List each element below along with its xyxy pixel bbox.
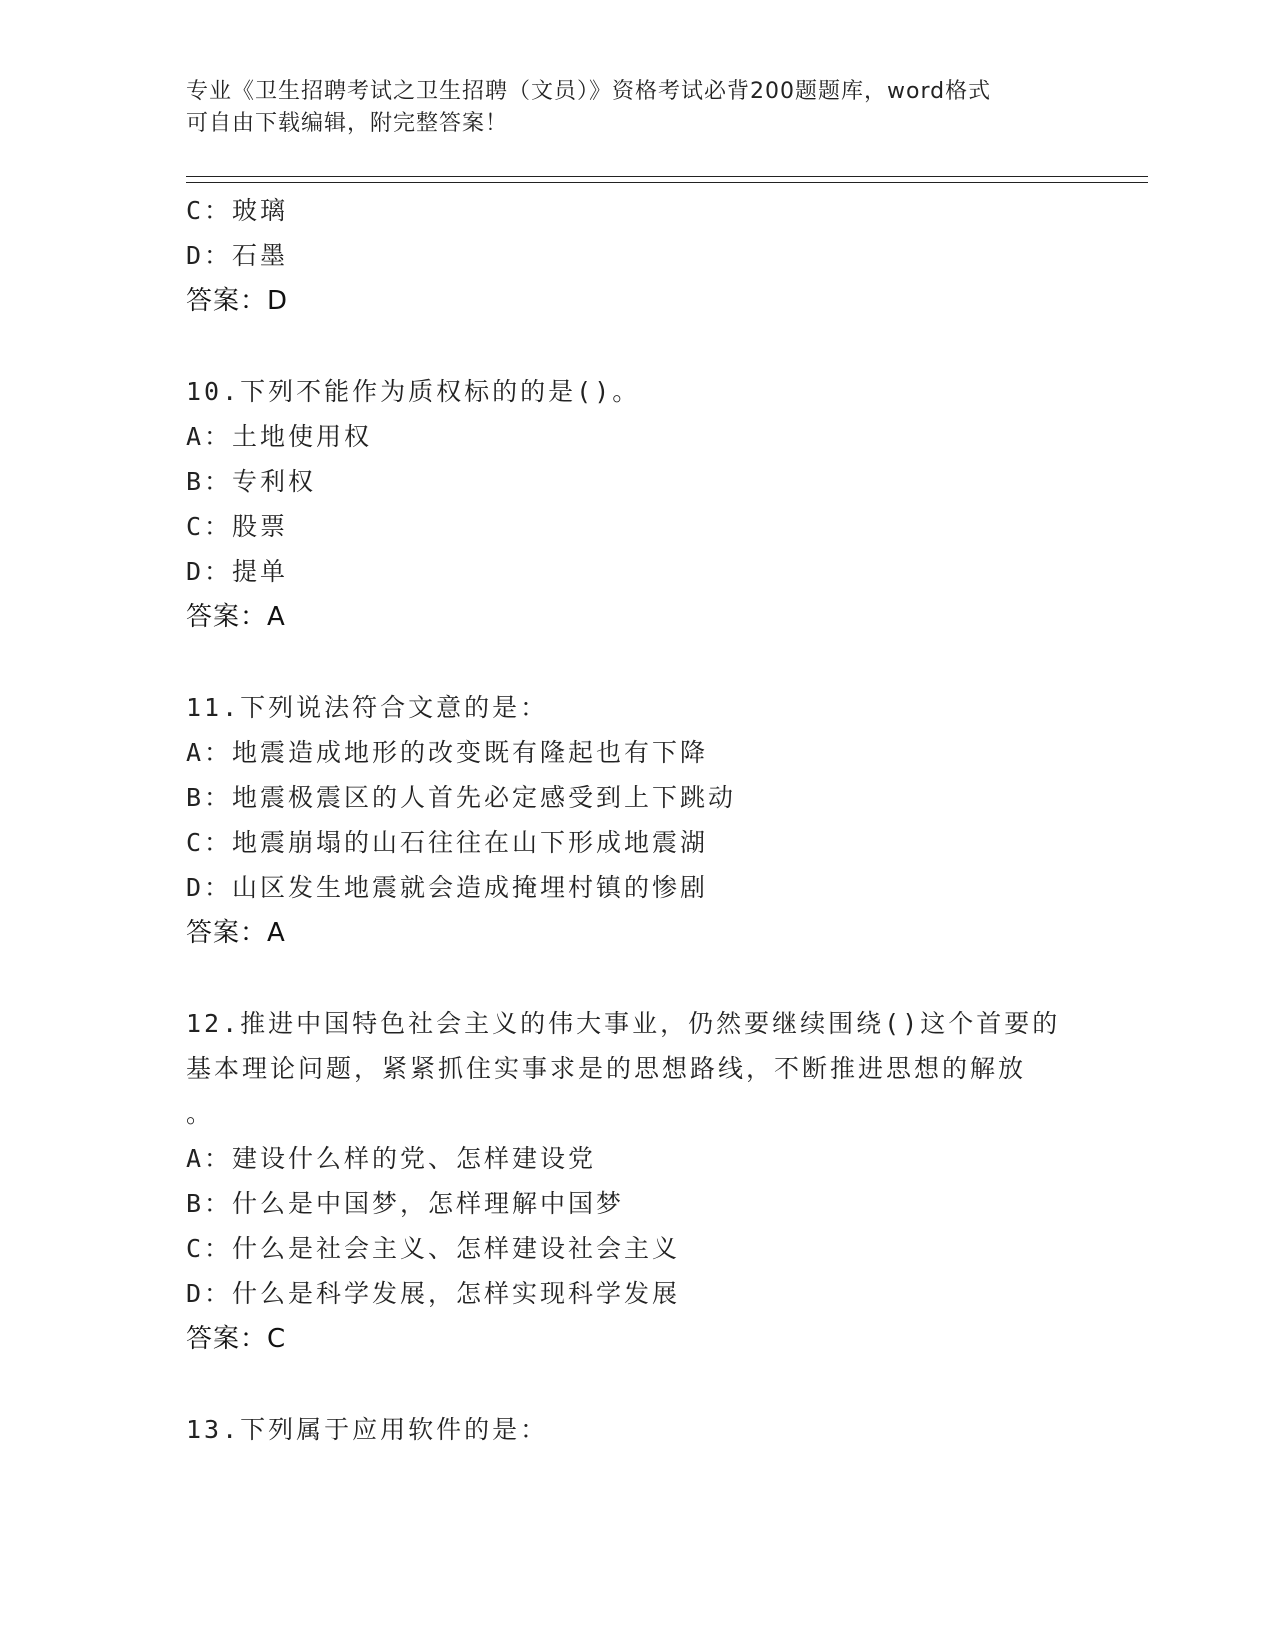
question-content	[186, 188, 1086, 1452]
question-text: 11.下列说法符合文意的是：	[186, 693, 549, 722]
option-d: D：提单	[186, 557, 289, 586]
option-c: C：地震崩塌的山石往往在山下形成地震湖	[186, 828, 709, 857]
option-d: D：山区发生地震就会造成掩埋村镇的惨剧	[186, 873, 709, 902]
spacer	[186, 640, 1086, 685]
question-10	[186, 369, 1086, 640]
header-title-line-1: 专业《卫生招聘考试之卫生招聘（文员）》资格考试必背200题题库，word格式	[186, 79, 992, 104]
answer-line: 答案：A	[186, 602, 286, 632]
question-12	[186, 1001, 1086, 1362]
header-double-rule	[186, 176, 1148, 183]
spacer	[186, 324, 1086, 369]
question-text: 10.下列不能作为质权标的的是()。	[186, 377, 641, 406]
question-text: 13.下列属于应用软件的是：	[186, 1415, 549, 1444]
option-b: B：专利权	[186, 467, 317, 496]
spacer	[186, 956, 1086, 1001]
option-c: C：股票	[186, 512, 289, 541]
option-d: D：什么是科学发展，怎样实现科学发展	[186, 1279, 681, 1308]
option-a: A：地震造成地形的改变既有隆起也有下降	[186, 738, 709, 767]
option-b: B：地震极震区的人首先必定感受到上下跳动	[186, 783, 737, 812]
question-text-line-3: 。	[186, 1099, 215, 1128]
answer-line: 答案：D	[186, 286, 289, 316]
option-a: A：土地使用权	[186, 422, 373, 451]
option-b: B：什么是中国梦，怎样理解中国梦	[186, 1189, 625, 1218]
question-13	[186, 1407, 1086, 1452]
document-header	[186, 76, 1066, 140]
previous-question-tail	[186, 188, 1086, 324]
option-d: D：石墨	[186, 241, 289, 270]
question-text-line-2: 基本理论问题，紧紧抓住实事求是的思想路线，不断推进思想的解放	[186, 1054, 1027, 1083]
answer-line: 答案：A	[186, 918, 286, 948]
option-c: C：玻璃	[186, 196, 289, 225]
option-a: A：建设什么样的党、怎样建设党	[186, 1144, 597, 1173]
question-text-line-1: 12.推进中国特色社会主义的伟大事业，仍然要继续围绕()这个首要的	[186, 1009, 1061, 1038]
question-11	[186, 685, 1086, 956]
option-c: C：什么是社会主义、怎样建设社会主义	[186, 1234, 681, 1263]
spacer	[186, 1362, 1086, 1407]
answer-line: 答案：C	[186, 1324, 287, 1354]
header-title-line-2: 可自由下载编辑，附完整答案！	[186, 111, 509, 136]
